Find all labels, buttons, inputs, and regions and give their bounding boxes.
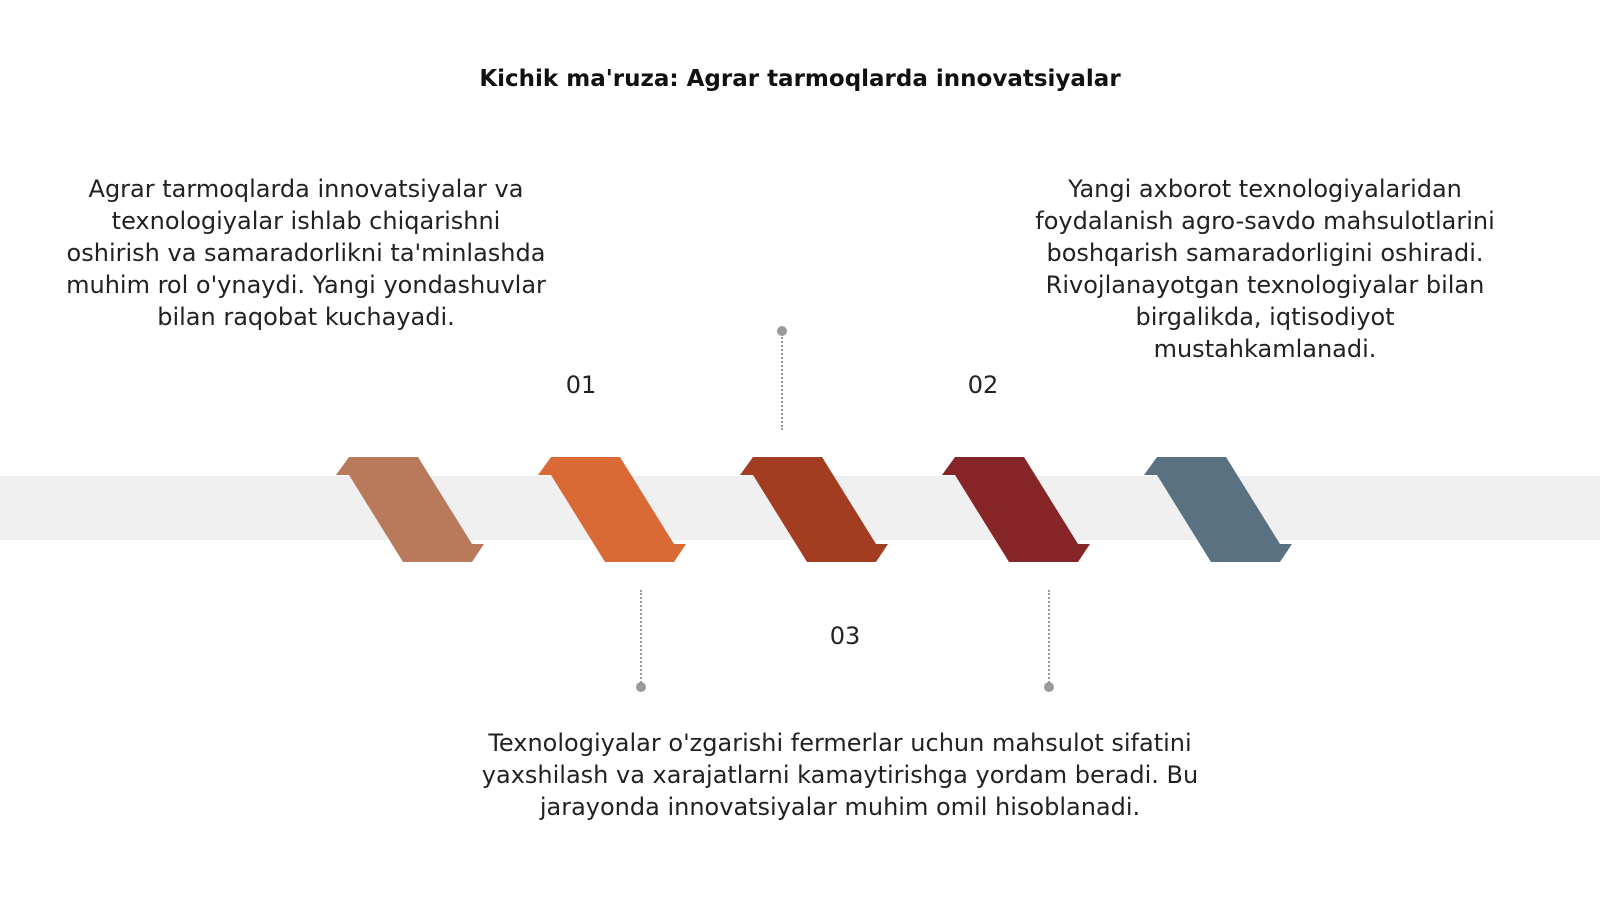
connector-line-top <box>781 334 783 430</box>
connector-dot-bottom-right <box>1044 682 1054 692</box>
chevron-2 <box>538 457 686 562</box>
chevron-5 <box>1144 457 1292 562</box>
step-1-text: Agrar tarmoqlarda innovatsiyalar va texnologiyalar ishlab chiqarishni oshirish va samaradorlikni ta'minlashda muhim rol o'ynaydi. Yangi yondashuvlar bilan raqobat kuchayadi. <box>66 175 546 331</box>
step-2-number: 02 <box>967 371 999 399</box>
chevron-4 <box>942 457 1090 562</box>
step-1-number: 01 <box>565 371 597 399</box>
connector-line-bottom-right <box>1048 590 1050 686</box>
step-3-text: Texnologiyalar o'zgarishi fermerlar uchun mahsulot sifatini yaxshilash va xarajatlarni kamaytirishga yordam beradi. Bu jarayonda innovatsiyalar muhim omil hisoblanadi. <box>481 729 1199 821</box>
connector-dot-bottom-left <box>636 682 646 692</box>
chevron-3 <box>740 457 888 562</box>
chevron-1 <box>336 457 484 562</box>
step-2-text: Yangi axborot texnologiyalaridan foydalanish agro-savdo mahsulotlarini boshqarish samaradorligini oshiradi. Rivojlanayotgan texnologiyalar bilan birgalikda, iqtisodiyot mustahkamlanadi. <box>1035 175 1495 363</box>
connector-line-bottom-left <box>640 590 642 686</box>
step-3-number: 03 <box>829 622 861 650</box>
page-title: Kichik ma'ruza: Agrar tarmoqlarda innovatsiyalar <box>479 66 1121 92</box>
connector-dot-top <box>777 326 787 336</box>
